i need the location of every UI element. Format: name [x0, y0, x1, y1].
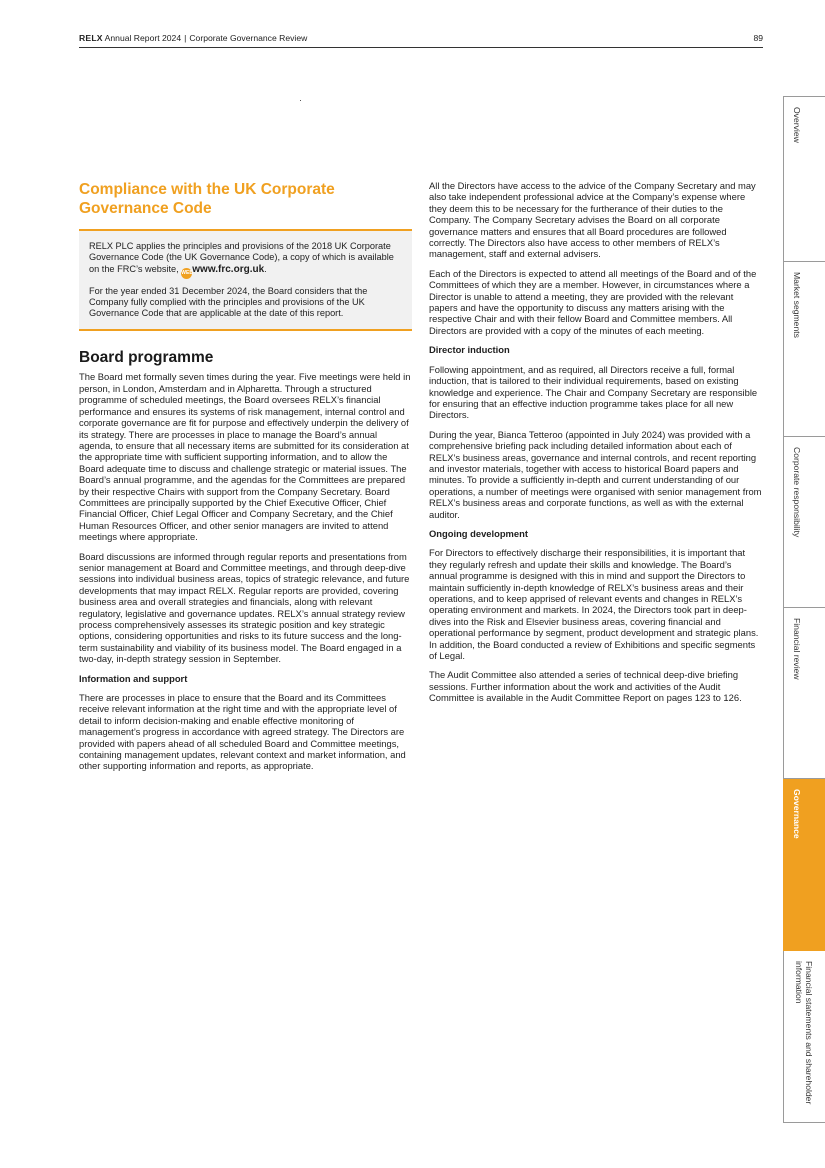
- tab-governance[interactable]: [783, 779, 825, 951]
- ongoing-development-heading: Ongoing development: [429, 527, 528, 539]
- compliance-heading: Compliance with the UK Corporate Governance Code: [79, 181, 335, 217]
- report-title: Annual Report 2024: [104, 33, 182, 43]
- page-header: RELX Annual Report 2024 | Corporate Governance Review 89: [79, 33, 763, 43]
- right-column: [429, 180, 762, 712]
- page-number: 89: [753, 33, 763, 43]
- compliance-period: .: [264, 263, 267, 274]
- compliance-paragraph-2: For the year ended 31 December 2024, the Board considers that the Company fully complied with the principles and provisions of the UK Governance Code that are applicable at the date of this report.: [89, 285, 368, 319]
- tab-corporate-responsibility[interactable]: [783, 437, 825, 608]
- stray-mark: [300, 100, 301, 101]
- board-programme-heading: Board programme: [79, 349, 214, 367]
- information-support-heading: Information and support: [79, 672, 188, 684]
- induction-paragraph-2: During the year, Bianca Tetteroo (appointed in July 2024) was provided with a comprehensive briefing pack including detailed information about each of RELX’s business areas, governance and internal controls, and recent reporting and investor materials, together with access to historical Board papers and minutes. To provide a sufficiently in-depth and current understanding of our operations, a number of meetings were organised with senior management from RELX’s business areas and corporate functions, as well as with the external auditor.: [429, 428, 762, 520]
- board-programme-paragraph-2: Board discussions are informed through regular reports and presentations from senior management at Board and Committee meetings, and through deep-dive sessions into individual business areas, topics of strategic relevance, and future developments that may impact RELX. Regular reports are provided, covering business area and overall strategies and financials, along with relevant regulatory, legislative and governance updates. RELX’s annual strategy review process comprehensively assesses its strategic position and key strategic options, considering opportunities and risks to its future success and the long-term sustainability and viability of its business model. The Board engaged in a two-day, in-depth strategy session in September.: [79, 550, 410, 665]
- tab-financial-review[interactable]: [783, 608, 825, 779]
- header-divider: [79, 47, 763, 48]
- advice-paragraph: All the Directors have access to the advice of the Company Secretary and may also take independent professional advice at the Company’s expense where they deem this to be necessary for the furtherance of their duties to the Company. The Company Secretary advises the Board on all corporate governance matters and ensures that all Board procedures are followed correctly. The Directors also have access to other members of RELX’s management, staff and external advisers.: [429, 180, 756, 260]
- frc-website-link[interactable]: www.frc.org.uk: [192, 263, 265, 275]
- brand-name: RELX: [79, 33, 103, 43]
- tab-overview[interactable]: [783, 96, 825, 262]
- development-paragraph-1: For Directors to effectively discharge their responsibilities, it is important that they regularly refresh and update their skills and knowledge. The Board’s annual programme is designed with this in mind and support the Directors to maintain sufficiently in-depth knowledge of RELX’s business areas and their operations, and to keep apprised of relevant events and changes in RELX’s operating environment and markets. In 2024, the Directors took part in deep-dives into the Risk and Elsevier business areas, covering financial and operational performance by segment, product development and strategic plans. In addition, the Board conducted a review of Exhibitions and specific segments of Legal.: [429, 547, 759, 662]
- left-column: [79, 180, 412, 780]
- tab-market-segments[interactable]: [783, 262, 825, 437]
- attendance-paragraph: Each of the Directors is expected to attend all meetings of the Board and of the Committees of which they are a member. However, in circumstances where a Director is unable to attend a meeting, they are provided with the relevant papers and have the opportunity to discuss any matters arising with the respective Chair and with their fellow Board and Committee members. All Directors are provided with a copy of the minutes of each meeting.: [429, 267, 757, 336]
- information-support-paragraph: There are processes in place to ensure that the Board and its Committees receive relevant information at the right time and with the appropriate level of detail to inform decision-making and enable effective monitoring of management’s progress in accordance with agreed strategy. The Directors are provided with papers ahead of all scheduled Board and Committee meetings, containing management updates, relevant context and market information, and other supporting information and reports, as appropriate.: [79, 692, 406, 772]
- section-title: Corporate Governance Review: [189, 33, 308, 43]
- tab-label: Overview: [792, 107, 802, 143]
- director-induction-heading: Director induction: [429, 344, 510, 356]
- tab-label: Financial statements and shareholder information: [794, 961, 814, 1105]
- tab-label: Market segments: [792, 272, 802, 338]
- compliance-paragraph-1: [89, 241, 402, 279]
- tab-financial-statements[interactable]: [783, 951, 825, 1123]
- tab-label: Governance: [792, 789, 802, 839]
- compliance-text: RELX PLC applies the principles and provisions of the 2018 UK Corporate Governance Code (the UK Governance Code), a copy of which is available on the FRC’s website,: [89, 241, 394, 274]
- board-programme-paragraph-1: The Board met formally seven times during the year. Five meetings were held in person, in London, Amsterdam and in Alpharetta. Through a structured programme of scheduled meetings, the Board oversees RELX’s financial performance and ensures its systems of risk management, internal control and corporate governance are fit for purpose and effectively underpin the delivery of its strategy. There are processes in place to manage the Board’s annual agenda, to ensure that all necessary items are submitted for its consideration at the appropriate time with sufficient supporting information, and to allow the Board adequate time to discuss and challenge strategic or material issues. The Board’s annual programme, and the agendas for the Committees are prepared by their respective Chairs with support from the Company Secretary. Board Committees are principally supported by the Chief Executive Officer, Chief Financial Officer, Chief Legal Officer and Company Secretary, and the Chief Human Resources Officer, and other senior managers are invited to attend meetings where appropriate.: [79, 371, 411, 543]
- web-link-icon: WEB: [181, 268, 192, 279]
- compliance-callout: [79, 229, 412, 331]
- induction-paragraph-1: Following appointment, and as required, all Directors receive a full, formal induction, that is tailored to their individual requirements, based on existing knowledge and experience. The Chair and Company Secretary are responsible for ensuring that an effective induction programme takes place for all new Directors.: [429, 363, 758, 421]
- section-tabs: [783, 96, 825, 1123]
- tab-label: Financial review: [792, 618, 802, 680]
- development-paragraph-2: The Audit Committee also attended a series of technical deep-dive briefing sessions. Further information about the work and activities of the Audit Committee is available in the Audit Committee Report on pages 123 to 126.: [429, 669, 742, 704]
- tab-label: Corporate responsibility: [792, 447, 802, 538]
